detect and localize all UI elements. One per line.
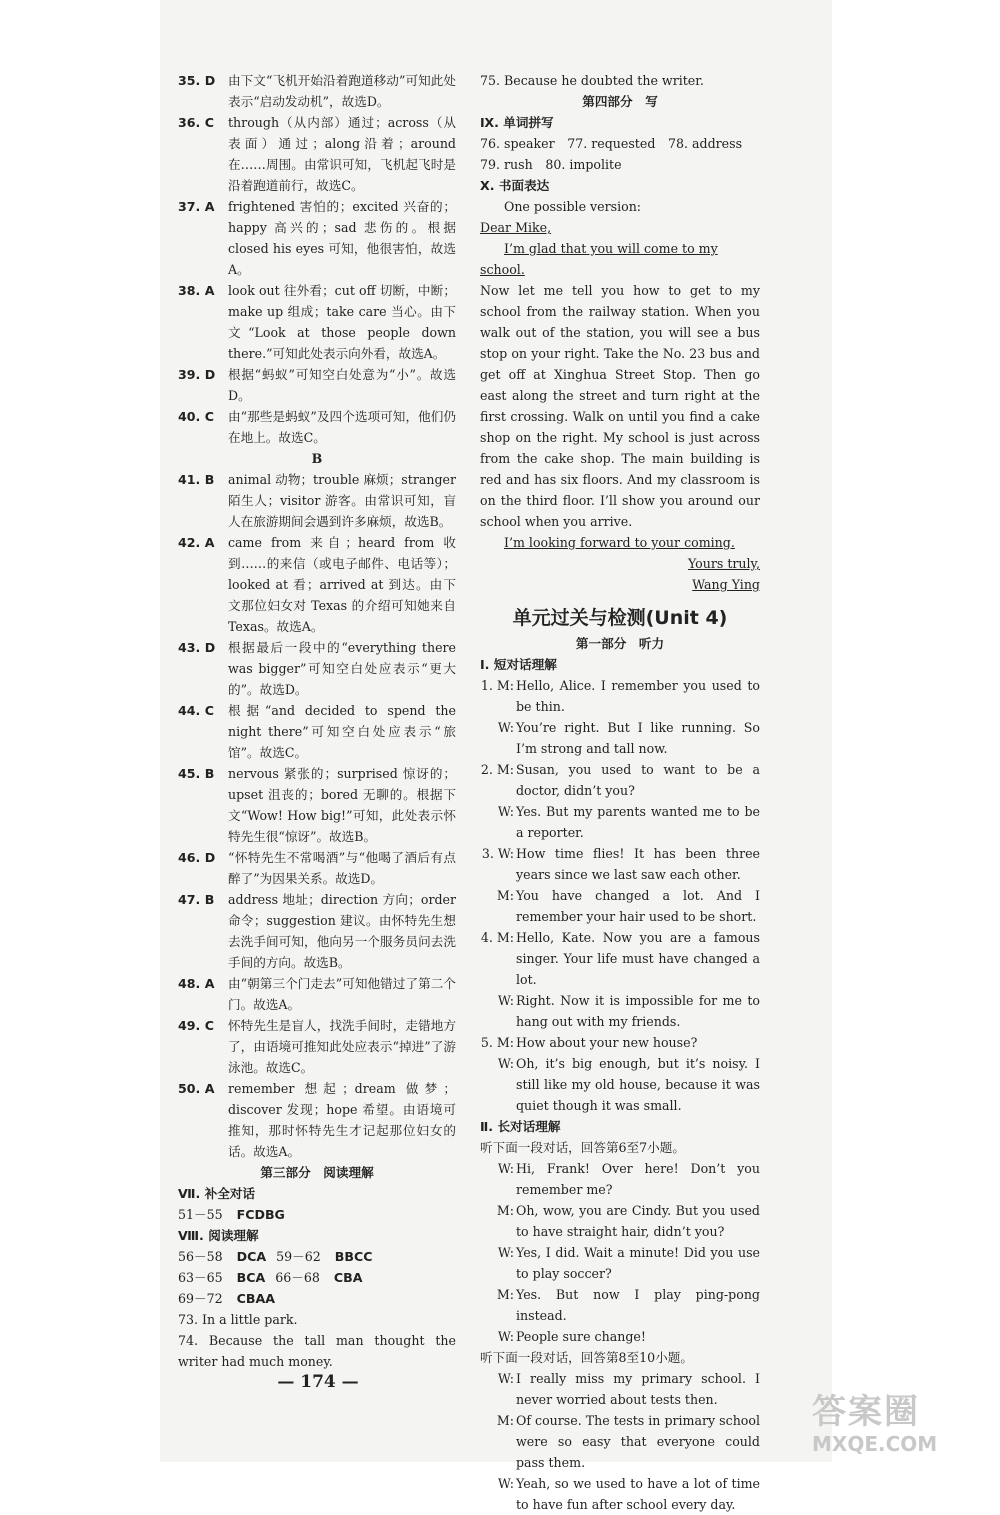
dialog-text: Hello, Kate. Now you are a famous singer. Your life must have changed a lot.	[516, 930, 760, 987]
dialog-text: Right. Now it is impossible for me to hang out with my friends.	[516, 993, 760, 1029]
watermark-logo	[812, 1392, 1000, 1456]
answer-item	[178, 847, 456, 889]
left-column	[178, 70, 456, 1372]
answer-range: 51－55	[178, 1207, 223, 1222]
answer-explanation: 根据最后一段中的“everything there was bigger”可知空白处应表示“更大的”。故选D。	[228, 640, 456, 697]
letter-body: Now let me tell you how to get to my school from the railway station. When you walk out of the station, you will see a bus stop on your right. Take the No. 23 bus and get off at Xinghua Street Stop. Then go east along the street and turn right at the first crossing. Walk on until you find a cake shop on the right. My school is just across from the cake shop. The main building is red and has six floors. And my classroom is on the third floor. I’ll show you around our school when you arrive.	[480, 283, 760, 529]
answer-range: 59－62	[276, 1249, 321, 1264]
dialog-speaker: 1. M:	[480, 678, 514, 693]
answer-explanation: animal 动物；trouble 麻烦；stranger 陌生人；visitor 游客。由常识可知，盲人在旅游期间会遇到许多麻烦，故选B。	[228, 472, 456, 529]
dialog-line	[480, 759, 760, 801]
dialog-text: Yes. But my parents wanted me to be a reporter.	[516, 804, 760, 840]
letter-closing: Yours truly,	[687, 556, 760, 571]
section2-heading: Ⅱ. 长对话理解	[480, 1119, 561, 1134]
answer-row	[178, 1267, 456, 1288]
answer-item	[178, 406, 456, 448]
answer-rows	[178, 1246, 456, 1309]
answer-explanation: came from 来自；heard from 收到……的来信（或电子邮件、电话等）；looked at 看；arrived at 到达。由下文那位妇女对 Texas 的介绍可知她来自 Texas。故选A。	[228, 535, 456, 634]
answer-item	[178, 889, 456, 973]
dialog-line	[480, 1326, 760, 1347]
answer-explanation: 由“那些是蚂蚁”及四个选项可知，他们仍在地上。故选C。	[228, 409, 456, 445]
section-b-heading: B	[311, 451, 323, 466]
answer-item	[178, 364, 456, 406]
answer-range: 56－58	[178, 1249, 223, 1264]
dialog-speaker: W:	[497, 1056, 514, 1071]
part3-heading: 第三部分 阅读理解	[260, 1165, 374, 1180]
answer-explanation: remember 想起；dream 做梦；discover 发现；hope 希望。由语境可推知，那时怀特先生才记起那位妇女的话。故选A。	[228, 1081, 456, 1159]
answer-range: 63－65	[178, 1270, 223, 1285]
answer-75: 75. Because he doubted the writer.	[480, 73, 704, 88]
letter-closing-sentence: I’m looking forward to your coming.	[504, 535, 735, 550]
dialog-speaker: W:	[497, 804, 514, 819]
dialog-line	[480, 1410, 760, 1473]
dialog-speaker: 3. W:	[481, 846, 514, 861]
dialog-text: Oh, wow, you are Cindy. But you used to have straight hair, didn’t you?	[516, 1203, 760, 1239]
dialog-intro-1: 听下面一段对话，回答第6至7小题。	[480, 1140, 685, 1155]
right-column	[480, 70, 760, 1515]
section8-heading: Ⅷ. 阅读理解	[178, 1228, 259, 1243]
dialog-speaker: 2. M:	[480, 762, 514, 777]
dialog-speaker: W:	[497, 1371, 514, 1386]
dialog-line	[480, 1284, 760, 1326]
version-label: One possible version:	[504, 199, 642, 214]
answer-number: 49. C	[178, 1018, 214, 1033]
answer-explanation: 由“朝第三个门走去”可知他错过了第二个门。故选A。	[228, 976, 456, 1012]
long-dialog-2	[480, 1368, 760, 1515]
dialog-line	[480, 1368, 760, 1410]
answer-letters: FCDBG	[236, 1207, 285, 1222]
answer-number: 43. D	[178, 640, 216, 655]
section10-heading: Ⅹ. 书面表达	[480, 178, 550, 193]
unit-title: 单元过关与检测(Unit 4)	[512, 607, 728, 629]
answer-item	[178, 532, 456, 637]
letter-greeting: Dear Mike,	[480, 220, 552, 235]
answer-item	[178, 469, 456, 532]
dialog-text: Hi, Frank! Over here! Don’t you remember me?	[516, 1161, 760, 1197]
answer-explanation: nervous 紧张的；surprised 惊讶的；upset 沮丧的；bored 无聊的。根据下文“Wow! How big!”可知，此处表示怀特先生很“惊讶”。故选B。	[228, 766, 456, 844]
dialog-text: You’re right. But I like running. So I’m strong and tall now.	[516, 720, 760, 756]
dialog-text: Yeah, so we used to have a lot of time to have fun after school every day.	[516, 1476, 760, 1512]
answer-74: 74. Because the tall man thought the writer had much money.	[178, 1333, 456, 1369]
dialog-line	[480, 990, 760, 1032]
answer-explanation: 根据“and decided to spend the night there”可知空白处应表示“旅馆”。故选C。	[228, 703, 456, 760]
answer-item	[178, 700, 456, 763]
answer-number: 44. C	[178, 703, 214, 718]
dialog-text: Hello, Alice. I remember you used to be thin.	[516, 678, 760, 714]
dialog-line	[480, 1200, 760, 1242]
answer-explanation: address 地址；direction 方向；order 命令；suggestion 建议。由怀特先生想去洗手间可知，他向另一个服务员问去洗手间的方向。故选B。	[228, 892, 456, 970]
answer-item	[178, 763, 456, 847]
spelling-answers-2: 79. rush 80. impolite	[480, 157, 622, 172]
dialog-speaker: M:	[496, 1287, 514, 1302]
answer-number: 46. D	[178, 850, 216, 865]
dialog-speaker: M:	[496, 1413, 514, 1428]
answer-explanation: 根据“蚂蚁”可知空白处意为“小”。故选D。	[228, 367, 456, 403]
answer-number: 38. A	[178, 283, 215, 298]
answer-letters: CBA	[333, 1270, 363, 1285]
answer-item	[178, 637, 456, 700]
answer-number: 36. C	[178, 115, 214, 130]
dialog-text: You have changed a lot. And I remember your hair used to be short.	[516, 888, 760, 924]
dialog-speaker: W:	[497, 993, 514, 1008]
dialog-speaker: W:	[497, 1161, 514, 1176]
dialog-text: I really miss my primary school. I never worried about tests then.	[516, 1371, 760, 1407]
answer-letters: BBCC	[334, 1249, 373, 1264]
dialog-line	[480, 801, 760, 843]
answer-item	[178, 1078, 456, 1162]
dialog-intro-2: 听下面一段对话，回答第8至10小题。	[480, 1350, 693, 1365]
answer-list-b	[178, 469, 456, 1162]
answer-number: 45. B	[178, 766, 215, 781]
dialog-speaker: 5. M:	[480, 1035, 514, 1050]
letter-signature: Wang Ying	[692, 577, 760, 592]
section1-heading: Ⅰ. 短对话理解	[480, 657, 557, 672]
dialog-line	[480, 1473, 760, 1515]
spelling-answers-1: 76. speaker 77. requested 78. address	[480, 136, 743, 151]
dialog-text: Yes, I did. Wait a minute! Did you use to play soccer?	[516, 1245, 760, 1281]
dialog-text: Oh, it’s big enough, but it’s noisy. I still like my old house, because it was quiet though it was small.	[516, 1056, 760, 1113]
answer-range: 66－68	[275, 1270, 320, 1285]
section7-heading: Ⅶ. 补全对话	[178, 1186, 255, 1201]
answer-item	[178, 280, 456, 364]
dialog-text: Yes. But now I play ping-pong instead.	[516, 1287, 760, 1323]
dialog-text: People sure change!	[516, 1329, 646, 1344]
answer-number: 50. A	[178, 1081, 215, 1096]
dialog-text: Of course. The tests in primary school were so easy that everyone could pass them.	[516, 1413, 760, 1470]
answer-number: 39. D	[178, 367, 216, 382]
answer-row	[178, 1246, 456, 1267]
dialog-line	[480, 843, 760, 885]
answer-letters: BCA	[236, 1270, 266, 1285]
answer-range: 69－72	[178, 1291, 223, 1306]
answer-item	[178, 973, 456, 1015]
dialog-speaker: 4. M:	[480, 930, 514, 945]
answer-explanation: 怀特先生是盲人，找洗手间时，走错地方了，由语境可推知此处应表示“掉进”了游泳池。故选C。	[228, 1018, 456, 1075]
answer-explanation: 由下文“飞机开始沿着跑道移动”可知此处表示“启动发动机”，故选D。	[228, 73, 456, 109]
dialog-text: How time flies! It has been three years since we last saw each other.	[516, 846, 760, 882]
answer-51-55	[178, 1204, 456, 1225]
part1-heading: 第一部分 听力	[575, 636, 665, 651]
dialog-text: Susan, you used to want to be a doctor, didn’t you?	[516, 762, 760, 798]
answer-item	[178, 196, 456, 280]
answer-letters: DCA	[236, 1249, 267, 1264]
dialog-speaker: W:	[497, 1245, 514, 1260]
answer-number: 37. A	[178, 199, 215, 214]
answer-list-a	[178, 70, 456, 448]
page-number: — 174 —	[277, 1372, 359, 1392]
dialog-line	[480, 927, 760, 990]
dialog-line	[480, 1242, 760, 1284]
answer-item	[178, 70, 456, 112]
dialog-speaker: M:	[496, 1203, 514, 1218]
answer-number: 47. B	[178, 892, 215, 907]
dialog-speaker: W:	[497, 720, 514, 735]
answer-item	[178, 1015, 456, 1078]
dialog-line	[480, 1158, 760, 1200]
part4-heading: 第四部分 写	[582, 94, 658, 109]
dialog-line	[480, 717, 760, 759]
dialog-line	[480, 1032, 760, 1053]
long-dialog-1	[480, 1158, 760, 1347]
watermark-url: MXQE.COM	[812, 1432, 938, 1456]
answer-letters: CBAA	[236, 1291, 275, 1306]
section9-heading: Ⅸ. 单词拼写	[480, 115, 554, 130]
answer-number: 41. B	[178, 472, 215, 487]
dialog-speaker: M:	[496, 888, 514, 903]
dialog-speaker: W:	[497, 1476, 514, 1491]
letter-opening: I’m glad that you will come to my school.	[480, 241, 718, 277]
dialog-line	[480, 1053, 760, 1116]
answer-number: 35. D	[178, 73, 216, 88]
answer-explanation: “怀特先生不常喝酒”与“他喝了酒后有点醉了”为因果关系。故选D。	[228, 850, 456, 886]
answer-number: 48. A	[178, 976, 215, 991]
dialog-line	[480, 885, 760, 927]
answer-row	[178, 1288, 456, 1309]
short-dialog-list	[480, 675, 760, 1116]
watermark-text: 答案圈	[812, 1392, 920, 1432]
dialog-text: How about your new house?	[516, 1035, 698, 1050]
answer-explanation: through（从内部）通过；across（从表面）通过；along沿着；around 在……周围。由常识可知，飞机起飞时是沿着跑道前行，故选C。	[228, 115, 456, 193]
answer-item	[178, 112, 456, 196]
answer-number: 40. C	[178, 409, 214, 424]
dialog-line	[480, 675, 760, 717]
dialog-speaker: W:	[497, 1329, 514, 1344]
answer-73: 73. In a little park.	[178, 1312, 298, 1327]
answer-explanation: frightened 害怕的；excited 兴奋的；happy 高兴的；sad 悲伤的。根据 closed his eyes 可知，他很害怕，故选A。	[228, 199, 456, 277]
answer-explanation: look out 往外看；cut off 切断，中断；make up 组成；take care 当心。由下文“Look at those people down there.”可知此处表示向外看，故选A。	[228, 283, 456, 361]
answer-number: 42. A	[178, 535, 215, 550]
